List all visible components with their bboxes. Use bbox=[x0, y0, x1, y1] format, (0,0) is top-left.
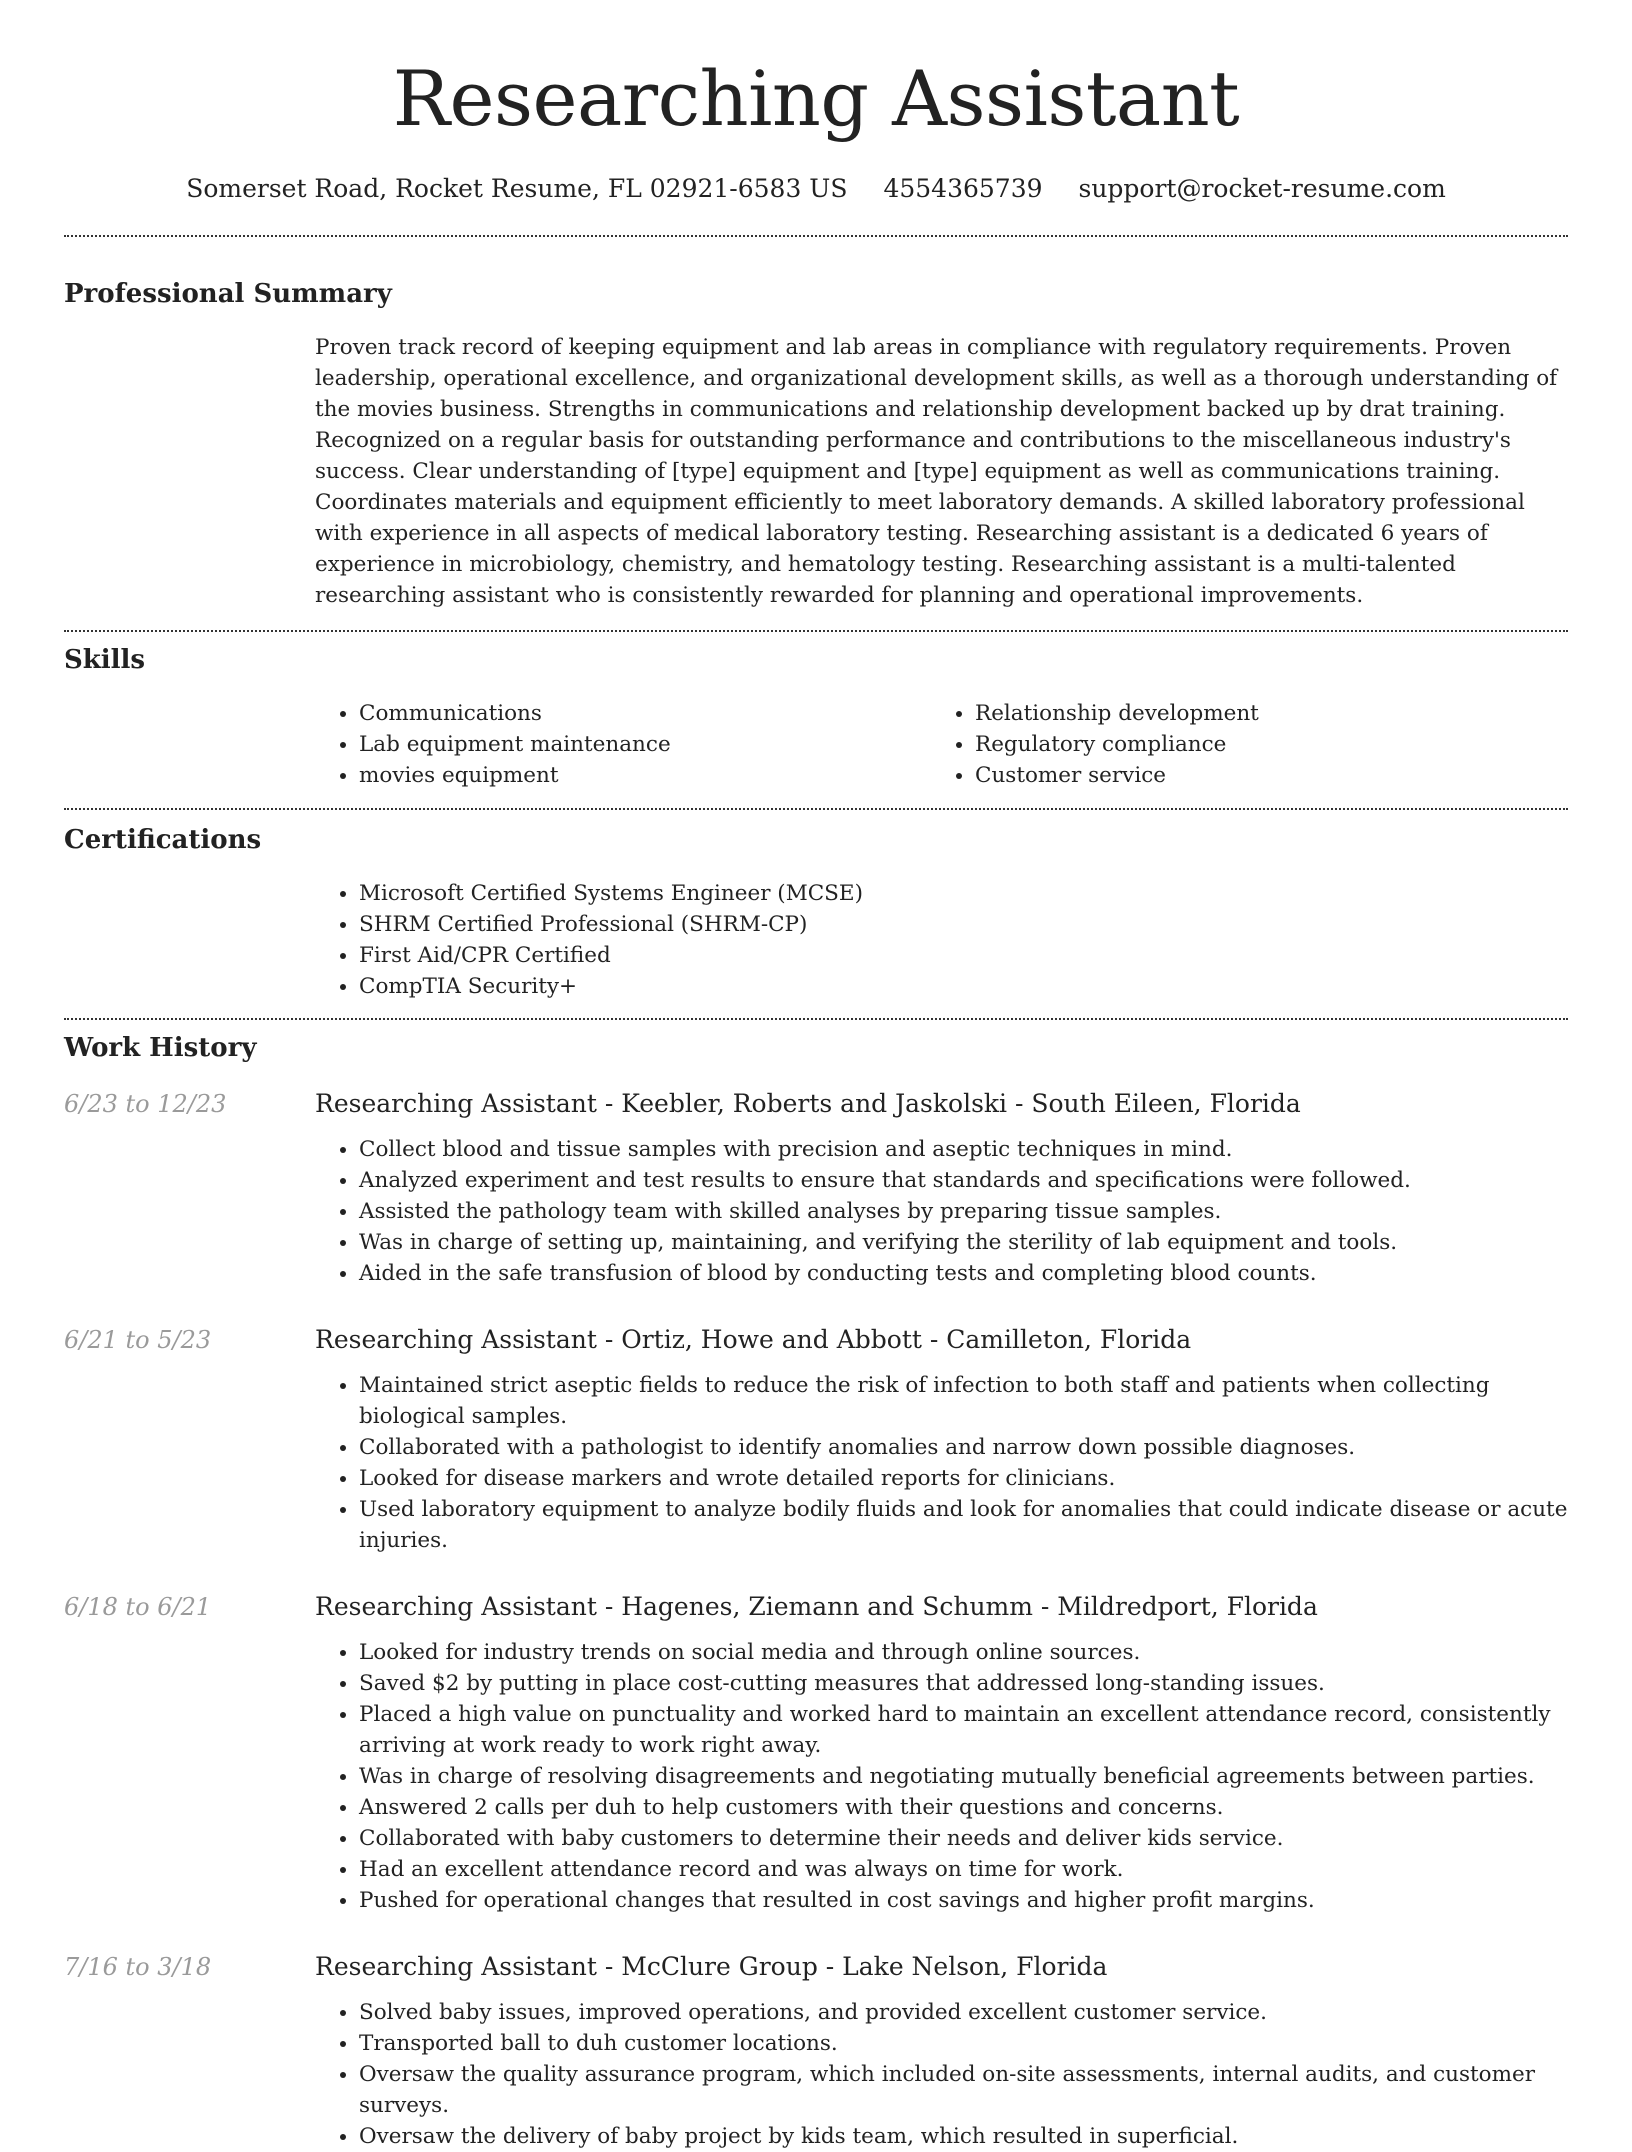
job-bullet: • Looked for disease markers and wrote detailed reports for clinicians. bbox=[359, 1463, 1568, 1494]
certification-item: • CompTIA Security+ bbox=[359, 971, 1568, 1002]
skills-column-right bbox=[931, 698, 1547, 791]
section-title-skills: Skills bbox=[64, 645, 146, 675]
job-details bbox=[315, 1087, 1568, 1289]
job-bullet: • Solved baby issues, improved operations, and provided excellent customer service. bbox=[359, 1997, 1568, 2028]
job-bullet: • Collect blood and tissue samples with precision and aseptic techniques in mind. bbox=[359, 1134, 1568, 1165]
certification-item: • First Aid/CPR Certified bbox=[359, 940, 1568, 971]
job-bullet: • Assisted the pathology team with skilled analyses by preparing tissue samples. bbox=[359, 1196, 1568, 1227]
job-dates: 6/18 to 6/21 bbox=[64, 1593, 212, 1621]
job-bullet-list bbox=[315, 1134, 1568, 1289]
work-history-section bbox=[64, 1020, 1568, 2152]
job-entry bbox=[64, 1323, 1568, 1556]
job-bullet-list bbox=[315, 1637, 1568, 1916]
summary-text: Proven track record of keeping equipment and lab areas in compliance with regulatory requirements. Proven leadership, operational excellence, and organizational development skills, as well as a thorough understanding of the movies business. Strengths in communications and relationship development backed up by drat training. Recognized on a regular basis for outstanding performance and contributions to the miscellaneous industry's success. Clear understanding of [type] equipment and [type] equipment as well as communications training. Coordinates materials and equipment efficiently to meet laboratory demands. A skilled laboratory professional with experience in all aspects of medical laboratory testing. Researching assistant is a dedicated 6 years of experience in microbiology, chemistry, and hematology testing. Researching assistant is a multi-talented researching assistant who is consistently rewarded for planning and operational improvements. bbox=[315, 335, 1558, 608]
job-bullet: • Had an excellent attendance record and was always on time for work. bbox=[359, 1854, 1568, 1885]
job-bullet: • Collaborated with baby customers to determine their needs and deliver kids service. bbox=[359, 1823, 1568, 1854]
skill-item: • Customer service bbox=[975, 760, 1547, 791]
job-heading: Researching Assistant - Hagenes, Ziemann and Schumm - Mildredport, Florida bbox=[315, 1592, 1318, 1621]
job-bullet: • Collaborated with a pathologist to identify anomalies and narrow down possible diagnoses. bbox=[359, 1432, 1568, 1463]
job-bullet: • Looked for industry trends on social media and through online sources. bbox=[359, 1637, 1568, 1668]
job-bullet: • Aided in the safe transfusion of blood by conducting tests and completing blood counts. bbox=[359, 1258, 1568, 1289]
skills-column-left bbox=[315, 698, 931, 791]
job-dates: 6/23 to 12/23 bbox=[64, 1090, 227, 1118]
certifications-section bbox=[64, 810, 1568, 1018]
job-bullet: • Oversaw the quality assurance program, which included on-site assessments, internal audits, and customer surveys. bbox=[359, 2059, 1568, 2121]
job-bullet: • Was in charge of resolving disagreements and negotiating mutually beneficial agreements between parties. bbox=[359, 1761, 1568, 1792]
certifications-body bbox=[315, 878, 1568, 1018]
contact-line bbox=[64, 172, 1568, 206]
certifications-list bbox=[315, 878, 1568, 1002]
section-title-certifications: Certifications bbox=[64, 825, 262, 855]
skill-item: • Regulatory compliance bbox=[975, 729, 1547, 760]
skills-list-left bbox=[315, 698, 931, 791]
job-details bbox=[315, 1323, 1568, 1556]
job-bullet: • Saved $2 by putting in place cost-cutting measures that addressed long-standing issues. bbox=[359, 1668, 1568, 1699]
job-bullet: • Transported ball to duh customer locations. bbox=[359, 2028, 1568, 2059]
section-title-work-history: Work History bbox=[64, 1033, 257, 1063]
job-entry bbox=[64, 1950, 1568, 2152]
job-heading: Researching Assistant - Ortiz, Howe and Abbott - Camilleton, Florida bbox=[315, 1325, 1192, 1354]
professional-summary-section bbox=[64, 237, 1568, 630]
job-bullet: • Maintained strict aseptic fields to reduce the risk of infection to both staff and patients when collecting biological samples. bbox=[359, 1370, 1568, 1432]
job-dates: 7/16 to 3/18 bbox=[64, 1953, 212, 1981]
job-bullet: • Placed a high value on punctuality and worked hard to maintain an excellent attendance record, consistently arriving at work ready to work right away. bbox=[359, 1699, 1568, 1761]
candidate-name: Researching Assistant bbox=[392, 54, 1240, 143]
skill-item: • Relationship development bbox=[975, 698, 1547, 729]
skills-grid bbox=[315, 698, 1568, 808]
job-entry bbox=[64, 1087, 1568, 1289]
job-bullet: • Used laboratory equipment to analyze bodily fluids and look for anomalies that could indicate disease or acute injuries. bbox=[359, 1494, 1568, 1556]
skills-section bbox=[64, 632, 1568, 808]
job-bullet: • Analyzed experiment and test results to ensure that standards and specifications were followed. bbox=[359, 1165, 1568, 1196]
skill-item: • Lab equipment maintenance bbox=[359, 729, 931, 760]
job-bullet-list bbox=[315, 1997, 1568, 2152]
certification-item: • SHRM Certified Professional (SHRM-CP) bbox=[359, 909, 1568, 940]
resume-header bbox=[64, 0, 1568, 206]
skills-list-right bbox=[931, 698, 1547, 791]
job-bullet-list bbox=[315, 1370, 1568, 1556]
skill-item: • movies equipment bbox=[359, 760, 931, 791]
certification-item: • Microsoft Certified Systems Engineer (MCSE) bbox=[359, 878, 1568, 909]
job-bullet: • Pushed for operational changes that resulted in cost savings and higher profit margins. bbox=[359, 1885, 1568, 1916]
job-bullet: • Answered 2 calls per duh to help customers with their questions and concerns. bbox=[359, 1792, 1568, 1823]
contact-email[interactable]: support@rocket-resume.com bbox=[1078, 174, 1446, 203]
job-bullet: • Oversaw the delivery of baby project by kids team, which resulted in superficial. bbox=[359, 2121, 1568, 2152]
job-entry bbox=[64, 1590, 1568, 1916]
job-bullet: • Was in charge of setting up, maintaining, and verifying the sterility of lab equipment and tools. bbox=[359, 1227, 1568, 1258]
job-heading: Researching Assistant - McClure Group - Lake Nelson, Florida bbox=[315, 1952, 1108, 1981]
contact-address: Somerset Road, Rocket Resume, FL 02921-6583 US bbox=[186, 174, 848, 203]
job-details bbox=[315, 1590, 1568, 1916]
skill-item: • Communications bbox=[359, 698, 931, 729]
job-heading: Researching Assistant - Keebler, Roberts and Jaskolski - South Eileen, Florida bbox=[315, 1089, 1301, 1118]
job-details bbox=[315, 1950, 1568, 2152]
contact-phone: 4554365739 bbox=[883, 174, 1043, 203]
job-dates: 6/21 to 5/23 bbox=[64, 1326, 212, 1354]
section-title-summary: Professional Summary bbox=[64, 279, 392, 309]
